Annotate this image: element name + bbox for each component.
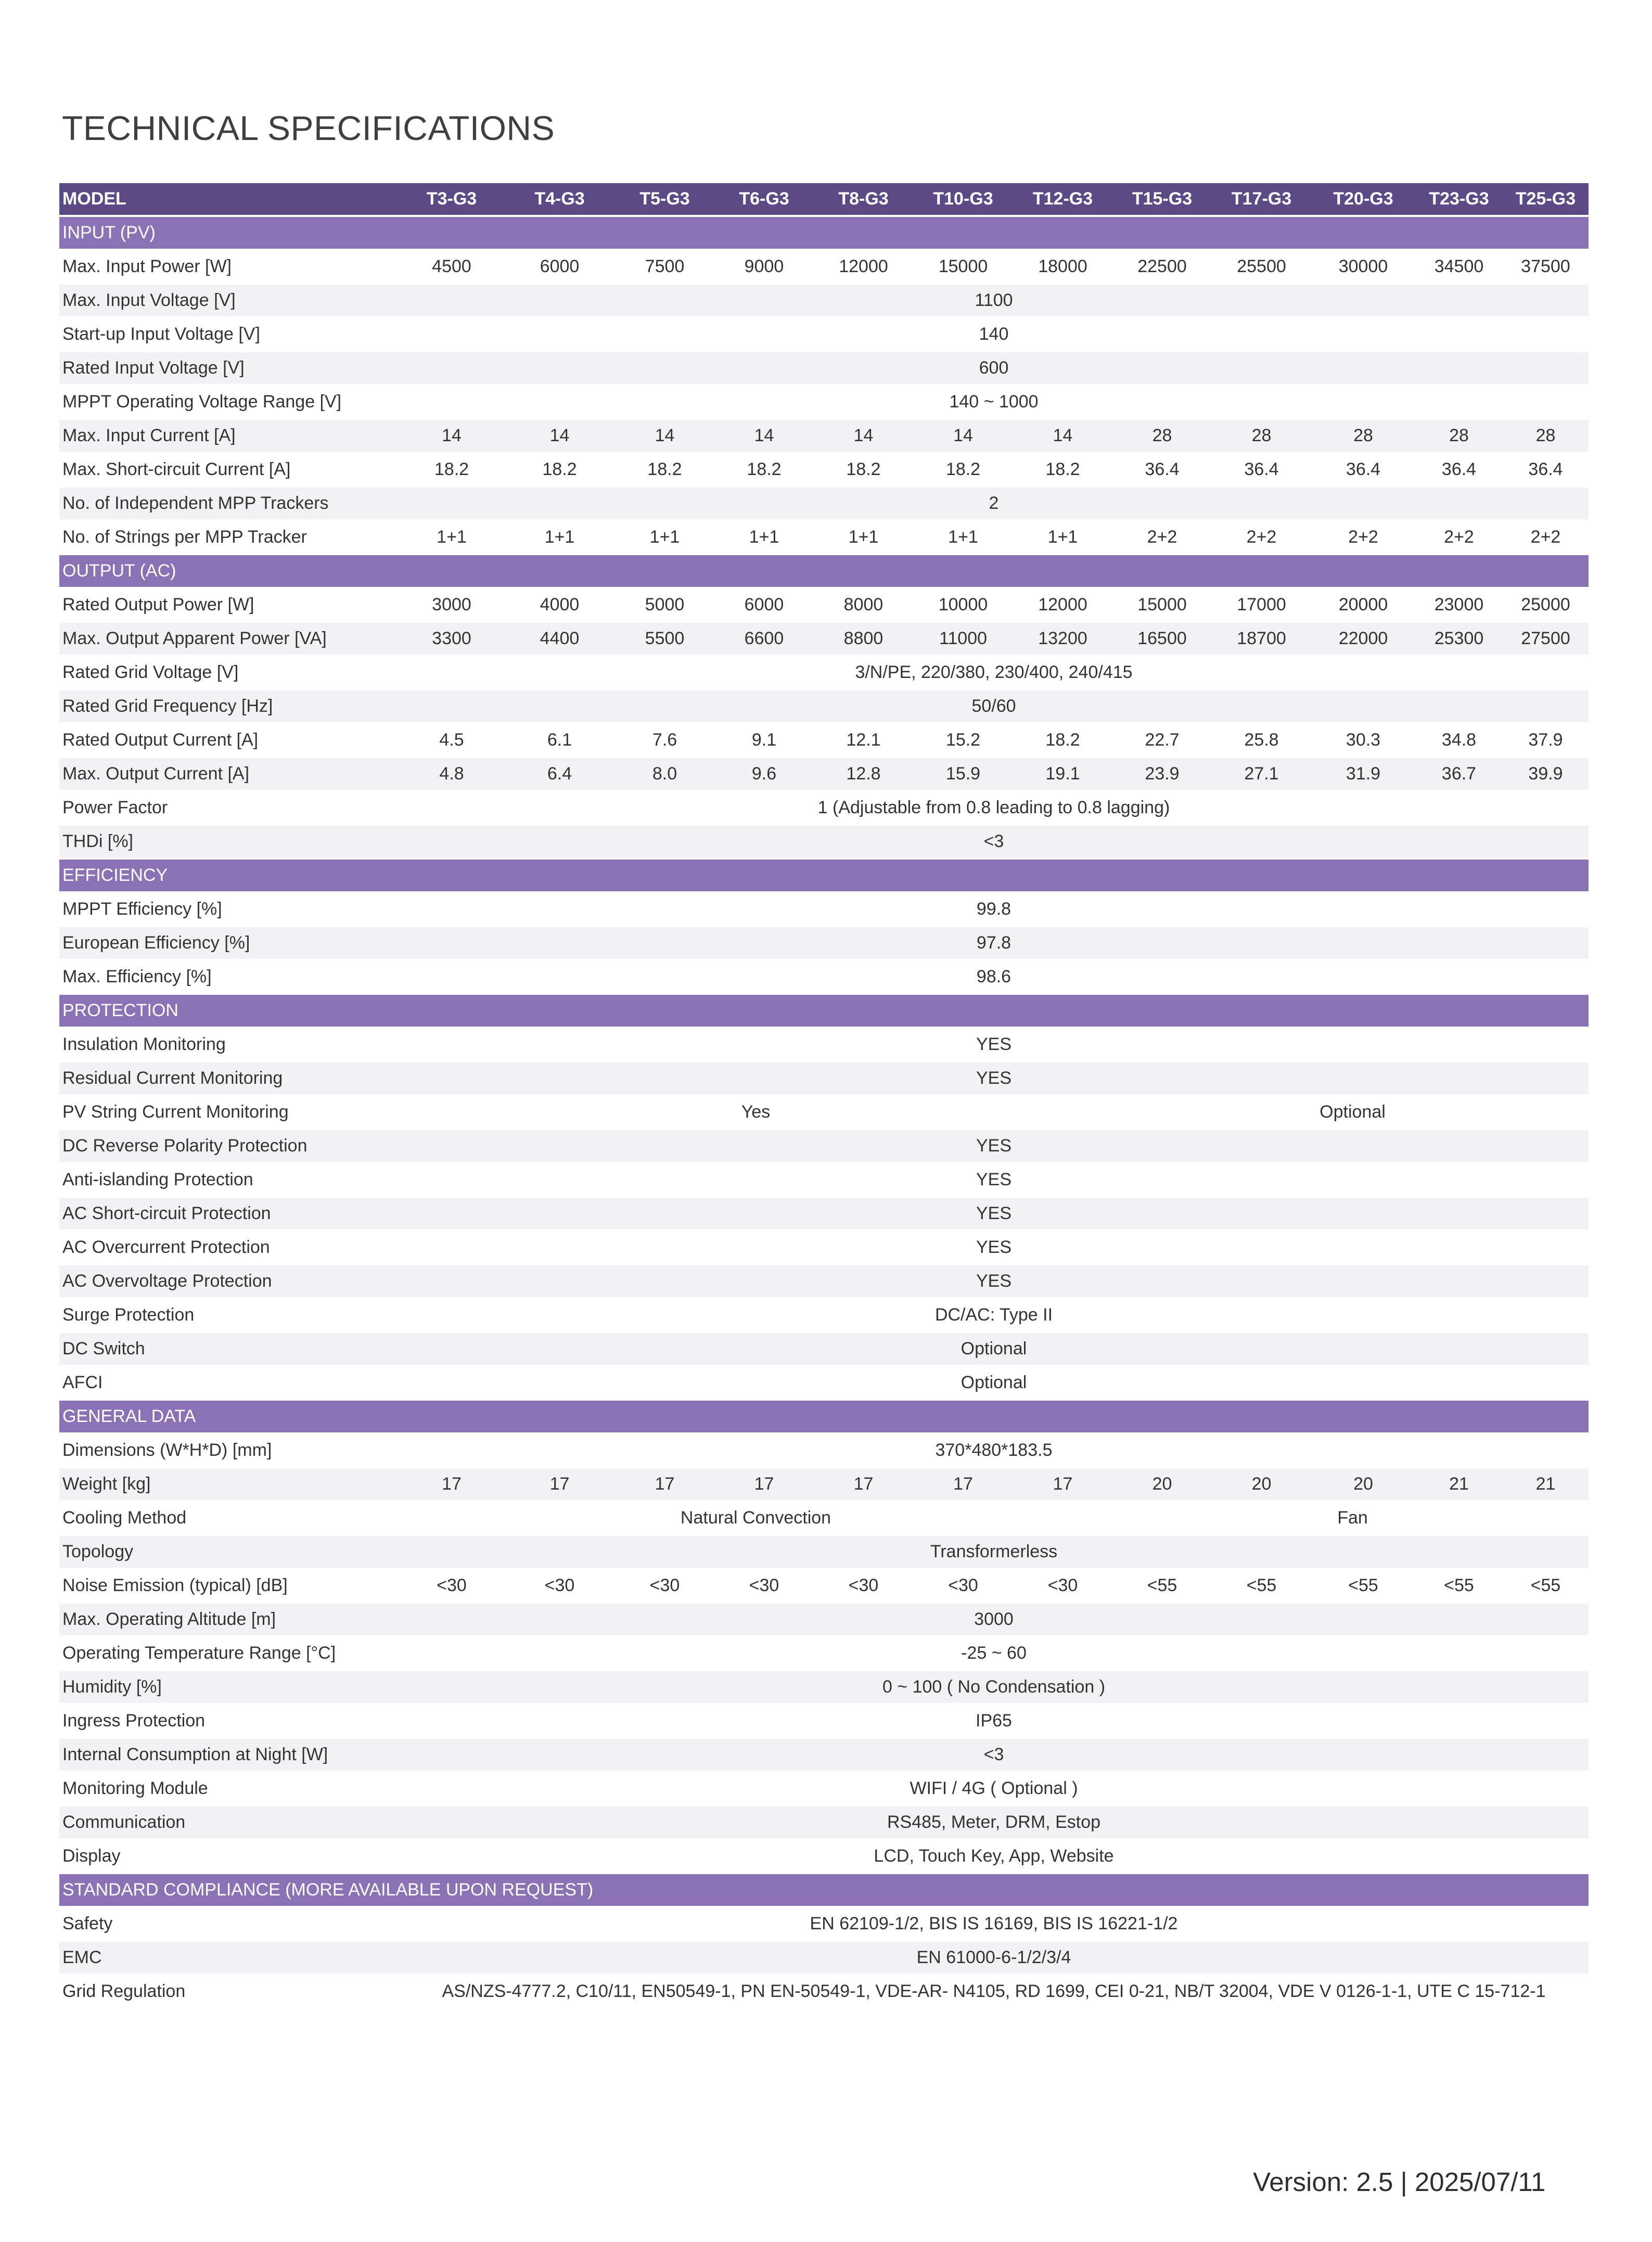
table-cell: 22000 [1311, 623, 1415, 655]
table-row [59, 420, 1589, 452]
model-header-cell: T5-G3 [615, 183, 714, 215]
table-row [59, 1468, 1589, 1500]
row-label: Ingress Protection [62, 1711, 206, 1731]
table-row [59, 1570, 1589, 1602]
table-cell: 2+2 [1444, 527, 1474, 547]
table-row [59, 1536, 1589, 1568]
table-cell: Transformerless [399, 1536, 1589, 1568]
table-cell: 37.9 [1528, 730, 1563, 750]
model-header-cell: T4-G3 [504, 183, 615, 215]
model-header-cell: T25-G3 [1503, 183, 1589, 215]
table-cell: 15.2 [945, 730, 981, 750]
row-label: Safety [62, 1914, 113, 1933]
row-label: PV String Current Monitoring [62, 1102, 289, 1122]
table-cell: 36.4 [1441, 459, 1477, 479]
table-cell: YES [399, 1198, 1589, 1229]
table-cell: <55 [1348, 1575, 1378, 1595]
table-cell: 17 [399, 1468, 504, 1500]
table-row [59, 1333, 1589, 1365]
section-header-row [59, 1401, 1589, 1432]
table-cell: 97.8 [399, 927, 1589, 959]
table-row [59, 927, 1589, 959]
table-cell: 4.8 [399, 758, 504, 790]
row-label: No. of Strings per MPP Tracker [62, 527, 307, 547]
table-cell: 5500 [615, 623, 714, 655]
table-cell: 34500 [1434, 257, 1484, 276]
table-cell: 19.1 [1013, 758, 1112, 790]
table-cell: 14 [913, 420, 1013, 452]
table-row [59, 1637, 1589, 1669]
row-label: Rated Output Current [A] [62, 730, 259, 750]
table-cell: 36.4 [1528, 459, 1563, 479]
table-cell: 36.4 [1346, 459, 1381, 479]
table-cell: Optional [399, 1333, 1589, 1365]
table-cell: 7.6 [652, 730, 677, 750]
table-cell: 17 [814, 1468, 913, 1500]
table-cell: 9.1 [751, 730, 777, 750]
section-header-row [59, 1874, 1589, 1906]
table-cell: 21 [1415, 1468, 1503, 1500]
table-row [59, 352, 1589, 384]
table-row [59, 623, 1589, 655]
table-cell: <30 [1047, 1575, 1078, 1595]
section-title: INPUT (PV) [59, 217, 1589, 249]
table-cell: 1+1 [437, 527, 467, 547]
table-cell: 11000 [913, 623, 1013, 655]
table-cell: 39.9 [1503, 758, 1589, 790]
table-cell: 15000 [938, 257, 988, 276]
row-label: Rated Input Voltage [V] [59, 352, 399, 384]
table-row [59, 826, 1589, 857]
model-header: MODEL [59, 183, 399, 215]
table-cell: 17 [615, 1468, 714, 1500]
table-cell: <55 [1444, 1575, 1474, 1595]
table-cell: 34.8 [1441, 730, 1477, 750]
spec-table-body [59, 217, 1589, 2007]
table-cell: 18700 [1212, 623, 1311, 655]
row-label: Communication [59, 1807, 399, 1838]
table-cell: -25 ~ 60 [961, 1643, 1027, 1663]
row-label: Residual Current Monitoring [59, 1062, 399, 1094]
table-cell: 18.2 [1045, 459, 1080, 479]
page-title: TECHNICAL SPECIFICATIONS [62, 109, 555, 147]
table-cell: 18.2 [647, 459, 682, 479]
table-cell: 600 [399, 352, 1589, 384]
table-cell: 18.2 [846, 459, 881, 479]
table-cell: 14 [1013, 420, 1112, 452]
table-cell: 14 [814, 420, 913, 452]
row-label: Insulation Monitoring [62, 1034, 226, 1054]
table-cell: 27.1 [1212, 758, 1311, 790]
table-cell: <55 [1530, 1575, 1561, 1595]
row-label: Max. Operating Altitude [m] [59, 1604, 399, 1635]
row-label: Monitoring Module [62, 1778, 208, 1798]
table-row [59, 1671, 1589, 1703]
table-cell: 25000 [1521, 595, 1570, 614]
model-header-cell: T10-G3 [913, 183, 1013, 215]
table-cell: <30 [544, 1575, 575, 1595]
row-label: Start-up Input Voltage [V] [62, 324, 260, 344]
row-label: Grid Regulation [62, 1981, 186, 2001]
table-cell: 99.8 [976, 899, 1011, 919]
table-cell: 4.5 [439, 730, 464, 750]
table-cell: DC/AC: Type II [934, 1305, 1053, 1325]
table-cell: 98.6 [976, 967, 1011, 987]
table-row [59, 386, 1589, 418]
table-row [59, 1942, 1589, 1974]
table-cell: 25.8 [1244, 730, 1279, 750]
row-label: Power Factor [62, 798, 168, 817]
model-header-cell: T20-G3 [1311, 183, 1415, 215]
table-cell: <30 [848, 1575, 879, 1595]
table-cell: 18.2 [542, 459, 577, 479]
table-cell: 6000 [744, 595, 784, 614]
row-label: No. of Independent MPP Trackers [59, 488, 399, 519]
table-cell: 17000 [1237, 595, 1286, 614]
table-row [59, 961, 1589, 993]
model-header-cell: T17-G3 [1212, 183, 1311, 215]
table-row [59, 1502, 1589, 1534]
row-label: Humidity [%] [59, 1671, 399, 1703]
table-cell: 8800 [814, 623, 913, 655]
table-cell: 3300 [399, 623, 504, 655]
table-cell: RS485, Meter, DRM, Estop [399, 1807, 1589, 1838]
table-cell: 14 [399, 420, 504, 452]
table-cell: 6600 [714, 623, 814, 655]
section-header-row [59, 860, 1589, 891]
table-cell: 14 [615, 420, 714, 452]
table-cell: <30 [437, 1575, 467, 1595]
table-cell: AS/NZS-4777.2, C10/11, EN50549-1, PN EN-50549-1, VDE-AR- N4105, RD 1699, CEI 0-21, NB/T 32004, VDE V 0126-1-1, UTE C 15-712-1 [442, 1981, 1546, 2001]
table-row [59, 1029, 1589, 1060]
table-cell: 9.6 [714, 758, 814, 790]
row-label: Max. Input Current [A] [59, 420, 399, 452]
model-header-cell: T6-G3 [714, 183, 814, 215]
row-label: Weight [kg] [59, 1468, 399, 1500]
table-row [59, 792, 1589, 824]
table-cell: 3000 [432, 595, 471, 614]
row-label: MPPT Operating Voltage Range [V] [62, 392, 342, 412]
table-row [59, 1739, 1589, 1771]
model-header-cell: T23-G3 [1415, 183, 1503, 215]
table-cell: 27500 [1503, 623, 1589, 655]
table-cell: YES [976, 1034, 1012, 1054]
table-cell: 4400 [504, 623, 615, 655]
row-label: AFCI [62, 1373, 103, 1392]
table-cell: Natural Convection [680, 1508, 831, 1528]
section-title: PROTECTION [59, 995, 1589, 1027]
version-text: Version: 2.5 | 2025/07/11 [1253, 2167, 1546, 2197]
table-cell: 12.8 [814, 758, 913, 790]
table-cell: <3 [399, 826, 1589, 857]
row-label: Max. Output Current [A] [59, 758, 399, 790]
row-label: DC Reverse Polarity Protection [59, 1130, 399, 1162]
row-label: Noise Emission (typical) [dB] [62, 1575, 288, 1595]
table-row [59, 589, 1589, 621]
table-cell: 17 [913, 1468, 1013, 1500]
table-cell: <3 [399, 1739, 1589, 1771]
table-cell: LCD, Touch Key, App, Website [874, 1846, 1114, 1866]
table-cell: 17 [504, 1468, 615, 1500]
table-row [59, 454, 1589, 485]
table-cell: 36.4 [1244, 459, 1279, 479]
table-cell: 31.9 [1311, 758, 1415, 790]
row-label: Rated Output Power [W] [62, 595, 254, 614]
table-cell: 1+1 [1047, 527, 1078, 547]
table-cell: YES [399, 1062, 1589, 1094]
table-cell: 25500 [1237, 257, 1286, 276]
table-cell: 36.4 [1145, 459, 1180, 479]
table-cell: Yes [741, 1102, 771, 1122]
table-cell: 50/60 [399, 690, 1589, 722]
table-cell: 28 [1212, 420, 1311, 452]
section-header-row [59, 217, 1589, 249]
table-cell: <30 [749, 1575, 779, 1595]
table-row [59, 1434, 1589, 1466]
table-cell: 18000 [1038, 257, 1087, 276]
table-cell: 6000 [540, 257, 580, 276]
table-cell: 20 [1212, 1468, 1311, 1500]
table-cell: Fan [1112, 1502, 1589, 1534]
table-cell: 0 ~ 100 ( No Condensation ) [399, 1671, 1589, 1703]
model-header-cell: T3-G3 [399, 183, 504, 215]
table-row [59, 1908, 1589, 1940]
row-label: Operating Temperature Range [°C] [62, 1643, 336, 1663]
row-label: Surge Protection [62, 1305, 195, 1325]
table-cell: 2+2 [1147, 527, 1177, 547]
table-cell: 8000 [843, 595, 883, 614]
table-cell: 140 [979, 324, 1009, 344]
table-cell: 15.9 [913, 758, 1013, 790]
table-cell: 17 [1013, 1468, 1112, 1500]
table-cell: 28 [1415, 420, 1503, 452]
table-cell: 5000 [645, 595, 685, 614]
row-label: EMC [59, 1942, 399, 1974]
section-header-row [59, 555, 1589, 587]
table-row [59, 1299, 1589, 1331]
table-cell: 1+1 [544, 527, 575, 547]
table-cell: 9000 [744, 257, 784, 276]
table-cell: 10000 [938, 595, 988, 614]
row-label: Max. Output Apparent Power [VA] [59, 623, 399, 655]
table-cell: 25300 [1415, 623, 1503, 655]
table-cell: 1+1 [649, 527, 680, 547]
row-label: Cooling Method [62, 1508, 187, 1528]
table-cell: 12000 [1038, 595, 1087, 614]
table-cell: 13200 [1013, 623, 1112, 655]
table-cell: 17 [714, 1468, 814, 1500]
row-label: AC Short-circuit Protection [59, 1198, 399, 1229]
table-row [59, 690, 1589, 722]
table-cell: 1+1 [848, 527, 879, 547]
table-cell: YES [976, 1237, 1012, 1257]
table-cell: <30 [948, 1575, 978, 1595]
table-row [59, 657, 1589, 688]
model-header-cell: T12-G3 [1013, 183, 1112, 215]
table-cell: 36.7 [1415, 758, 1503, 790]
section-title: GENERAL DATA [59, 1401, 1589, 1432]
row-label: European Efficiency [%] [59, 927, 399, 959]
row-label: DC Switch [59, 1333, 399, 1365]
table-cell: 23.9 [1112, 758, 1212, 790]
table-row [59, 1773, 1589, 1804]
table-cell: <55 [1246, 1575, 1277, 1595]
table-cell: 12.1 [846, 730, 881, 750]
table-row [59, 1976, 1589, 2007]
table-row [59, 318, 1589, 350]
row-label: Max. Input Power [W] [62, 257, 232, 276]
table-cell: 23000 [1434, 595, 1484, 614]
table-cell: 20 [1311, 1468, 1415, 1500]
table-row [59, 1164, 1589, 1196]
table-cell: 3/N/PE, 220/380, 230/400, 240/415 [855, 662, 1133, 682]
table-cell: 8.0 [615, 758, 714, 790]
row-label: Rated Grid Voltage [V] [62, 662, 239, 682]
row-label: Topology [59, 1536, 399, 1568]
table-cell: 18.2 [945, 459, 981, 479]
table-cell: <30 [649, 1575, 680, 1595]
table-cell: YES [399, 1130, 1589, 1162]
table-cell: 21 [1503, 1468, 1589, 1500]
table-row [59, 1198, 1589, 1229]
model-header-cell: T8-G3 [814, 183, 913, 215]
table-cell: 6.1 [547, 730, 572, 750]
table-row [59, 521, 1589, 553]
table-row [59, 1096, 1589, 1128]
row-label: Display [62, 1846, 121, 1866]
table-cell: 22.7 [1145, 730, 1180, 750]
table-cell: 28 [1311, 420, 1415, 452]
row-label: THDi [%] [59, 826, 399, 857]
row-label: Max. Input Voltage [V] [59, 285, 399, 316]
row-label: AC Overvoltage Protection [59, 1265, 399, 1297]
table-cell: 140 ~ 1000 [949, 392, 1039, 412]
table-cell: 28 [1503, 420, 1589, 452]
table-cell: 1+1 [948, 527, 978, 547]
table-cell: 20000 [1338, 595, 1388, 614]
table-cell: Optional [961, 1373, 1027, 1392]
table-cell: EN 61000-6-1/2/3/4 [399, 1942, 1589, 1974]
table-cell: 18.2 [434, 459, 469, 479]
table-cell: 28 [1112, 420, 1212, 452]
row-label: Internal Consumption at Night [W] [59, 1739, 399, 1771]
table-cell: Optional [1112, 1096, 1589, 1128]
table-cell: 2+2 [1246, 527, 1277, 547]
row-label: Anti-islanding Protection [62, 1170, 253, 1189]
table-cell: 6.4 [504, 758, 615, 790]
table-cell: 2+2 [1348, 527, 1378, 547]
spec-table [59, 181, 1589, 2009]
table-row [59, 1604, 1589, 1635]
table-cell: 4500 [432, 257, 471, 276]
table-row [59, 724, 1589, 756]
row-label: Rated Grid Frequency [Hz] [59, 690, 399, 722]
table-cell: 15000 [1137, 595, 1187, 614]
table-cell: 1100 [399, 285, 1589, 316]
table-cell: 370*480*183.5 [935, 1440, 1053, 1460]
table-cell: 30.3 [1346, 730, 1381, 750]
section-header-row [59, 995, 1589, 1027]
table-cell: 18.2 [747, 459, 782, 479]
section-title: EFFICIENCY [59, 860, 1589, 891]
table-row [59, 1807, 1589, 1838]
row-label: Dimensions (W*H*D) [mm] [62, 1440, 272, 1460]
table-row [59, 1367, 1589, 1399]
table-cell: 4000 [540, 595, 580, 614]
table-cell: 20 [1112, 1468, 1212, 1500]
table-cell: 7500 [645, 257, 685, 276]
table-cell: 22500 [1137, 257, 1187, 276]
table-row [59, 1232, 1589, 1263]
table-cell: 14 [714, 420, 814, 452]
table-cell: 14 [504, 420, 615, 452]
section-title: OUTPUT (AC) [59, 555, 1589, 587]
table-row [59, 488, 1589, 519]
row-label: AC Overcurrent Protection [62, 1237, 270, 1257]
table-row [59, 251, 1589, 283]
table-row [59, 893, 1589, 925]
table-row [59, 285, 1589, 316]
table-header-row [59, 183, 1589, 215]
table-cell: 2 [399, 488, 1589, 519]
table-cell: 16500 [1112, 623, 1212, 655]
table-row [59, 1705, 1589, 1737]
row-label: Max. Short-circuit Current [A] [62, 459, 291, 479]
table-cell: 30000 [1338, 257, 1388, 276]
table-row [59, 1265, 1589, 1297]
table-cell: 1+1 [749, 527, 779, 547]
row-label: MPPT Efficiency [%] [62, 899, 222, 919]
table-cell: IP65 [976, 1711, 1012, 1731]
table-cell: 1 (Adjustable from 0.8 leading to 0.8 lagging) [817, 798, 1170, 817]
section-title: STANDARD COMPLIANCE (MORE AVAILABLE UPON REQUEST) [59, 1874, 1589, 1906]
model-header-cell: T15-G3 [1112, 183, 1212, 215]
table-cell: 37500 [1521, 257, 1570, 276]
row-label: Max. Efficiency [%] [62, 967, 212, 987]
table-cell: <55 [1147, 1575, 1177, 1595]
table-cell: 2+2 [1530, 527, 1561, 547]
table-row [59, 1840, 1589, 1872]
table-cell: YES [399, 1265, 1589, 1297]
table-row [59, 758, 1589, 790]
table-cell: YES [976, 1170, 1012, 1189]
table-row [59, 1130, 1589, 1162]
table-cell: 3000 [399, 1604, 1589, 1635]
table-cell: 12000 [839, 257, 888, 276]
table-cell: 18.2 [1045, 730, 1080, 750]
table-row [59, 1062, 1589, 1094]
table-cell: EN 62109-1/2, BIS IS 16169, BIS IS 16221-1/2 [810, 1914, 1178, 1933]
table-cell: WIFI / 4G ( Optional ) [910, 1778, 1078, 1798]
